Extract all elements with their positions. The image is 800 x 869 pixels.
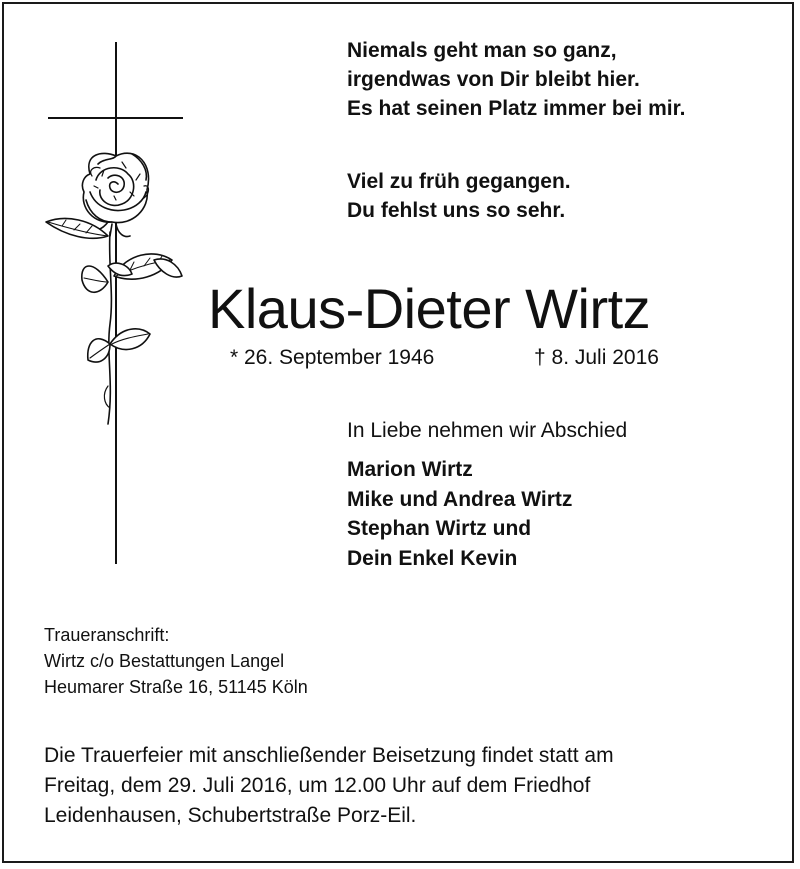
address-line: Heumarer Straße 16, 51145 Köln [44,677,308,697]
service-line: Freitag, dem 29. Juli 2016, um 12.00 Uhr auf dem Friedhof [44,774,591,797]
mourners-list [347,455,572,573]
verse-line: Es hat seinen Platz immer bei mir. [347,97,686,120]
address-line: Wirtz c/o Bestattungen Langel [44,651,285,671]
service-line: Die Trauerfeier mit anschließender Beisetzung findet statt am [44,744,614,767]
obituary-notice [2,2,794,863]
mourner-name: Mike und Andrea Wirtz [347,487,573,511]
mourner-name: Dein Enkel Kevin [347,546,518,570]
mourner-name: Stephan Wirtz und [347,517,532,540]
verse-line: irgendwas von Dir bleibt hier. [347,68,640,91]
farewell-line: In Liebe nehmen wir Abschied [347,419,628,442]
verse-line: Niemals geht man so ganz, [347,39,617,62]
rose-icon [46,153,182,424]
birth-date: * 26. September 1946 [230,346,435,369]
death-date: † 8. Juli 2016 [534,346,659,369]
service-line: Leidenhausen, Schubertstraße Porz-Eil. [44,804,417,827]
mourning-address [44,622,308,700]
funeral-service-info [44,741,614,831]
verse-line: Du fehlst uns so sehr. [347,199,566,222]
verse-quote [347,36,685,123]
address-line: Traueranschrift: [44,625,170,645]
verse-sentiment [347,167,571,225]
verse-line: Viel zu früh gegangen. [347,170,571,193]
cross-with-rose-illustration [4,4,204,574]
deceased-name: Klaus-Dieter Wirtz [208,277,651,340]
cross-icon [48,42,183,564]
mourner-name: Marion Wirtz [347,458,473,481]
